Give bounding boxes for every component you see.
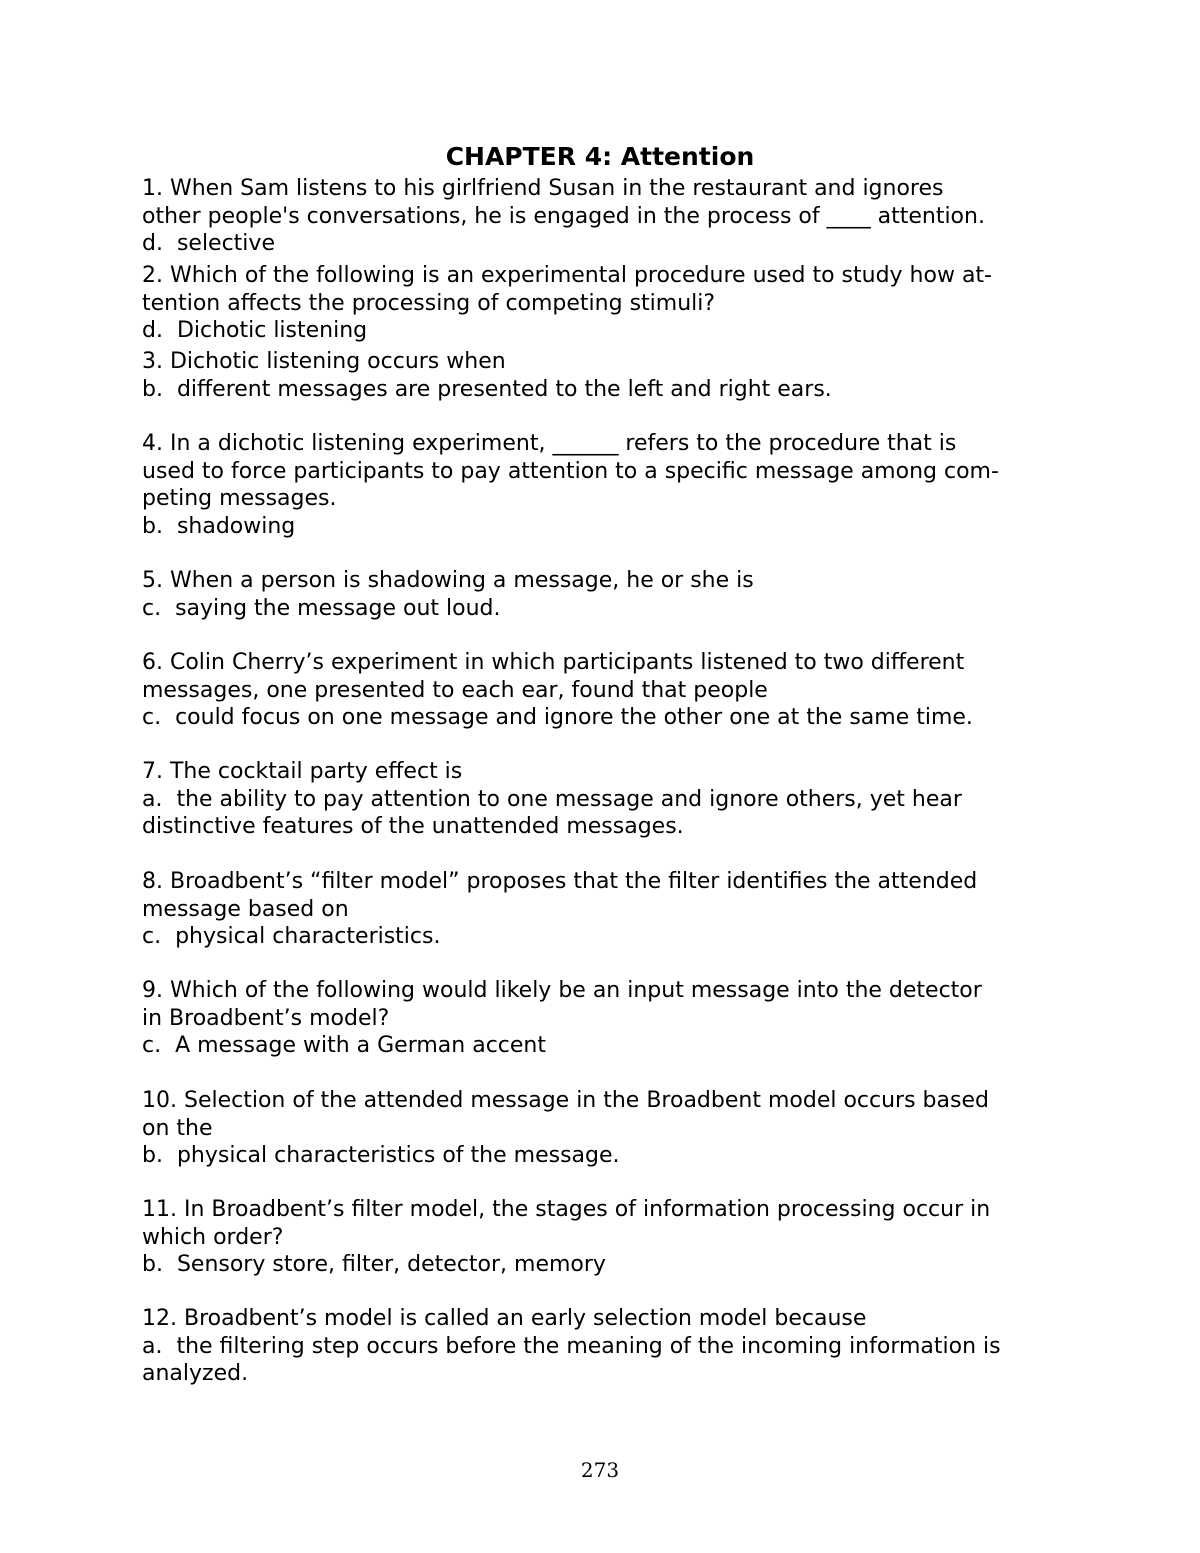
question-text-line: messages, one presented to each ear, found that people	[142, 677, 768, 703]
answer-text: distinctive features of the unattended messages.	[142, 814, 684, 839]
question-text-line: 12. Broadbent’s model is called an early selection model because	[142, 1306, 867, 1331]
question-text-line: 5. When a person is shadowing a message, he or she is	[142, 568, 754, 593]
question-3	[142, 348, 1072, 403]
question-5	[142, 567, 1072, 622]
question-text-line: 10. Selection of the attended message in the Broadbent model occurs based	[142, 1088, 989, 1113]
answer-text: c. physical characteristics.	[142, 924, 441, 949]
question-4	[142, 430, 1072, 540]
question-text-line: 3. Dichotic listening occurs when	[142, 349, 506, 374]
question-8	[142, 868, 1072, 951]
question-text-line: on the	[142, 1115, 213, 1141]
question-text-line: 8. Broadbent’s “filter model” proposes that the filter identifies the attended	[142, 869, 978, 894]
question-text-line: message based on	[142, 896, 349, 922]
answer-text: analyzed.	[142, 1361, 249, 1386]
question-12	[142, 1305, 1072, 1388]
question-text-line: which order?	[142, 1224, 284, 1250]
question-9	[142, 977, 1072, 1060]
question-text-line: 6. Colin Cherry’s experiment in which participants listened to two different	[142, 650, 965, 675]
question-text-line: 9. Which of the following would likely be an input message into the detector	[142, 978, 982, 1003]
question-10	[142, 1087, 1072, 1170]
question-text-line: 1. When Sam listens to his girlfriend Susan in the restaurant and ignores	[142, 176, 944, 201]
question-text-line: other people's conversations, he is engaged in the process of ____ attention.	[142, 203, 985, 229]
answer-text: b. Sensory store, filter, detector, memory	[142, 1252, 606, 1277]
question-text-line: 7. The cocktail party effect is	[142, 759, 463, 784]
question-text-line: 11. In Broadbent’s filter model, the stages of information processing occur in	[142, 1197, 991, 1222]
answer-text: d. selective	[142, 231, 275, 256]
question-6	[142, 649, 1072, 732]
answer-text: d. Dichotic listening	[142, 318, 368, 343]
answer-text: a. the ability to pay attention to one message and ignore others, yet hear	[142, 786, 962, 812]
question-1	[142, 175, 1072, 258]
question-text-line: 2. Which of the following is an experimental procedure used to study how at-	[142, 263, 992, 288]
question-text-line: peting messages.	[142, 486, 337, 511]
answer-text: c. saying the message out loud.	[142, 595, 501, 621]
answer-text: c. A message with a German accent	[142, 1033, 546, 1058]
question-text-line: tention affects the processing of competing stimuli?	[142, 290, 716, 316]
answer-text: b. physical characteristics of the message.	[142, 1143, 620, 1168]
question-11	[142, 1196, 1072, 1279]
answer-text: a. the filtering step occurs before the meaning of the incoming information is	[142, 1333, 1001, 1359]
answer-text: b. different messages are presented to the left and right ears.	[142, 376, 832, 402]
chapter-title: CHAPTER 4: Attention	[445, 142, 755, 171]
question-text-line: used to force participants to pay attention to a specific message among com-	[142, 458, 999, 484]
answer-text: b. shadowing	[142, 513, 296, 539]
answer-text: c. could focus on one message and ignore the other one at the same time.	[142, 705, 973, 730]
question-text-line: 4. In a dichotic listening experiment, ______ refers to the procedure that is	[142, 431, 957, 456]
question-7	[142, 758, 1072, 841]
question-text-line: in Broadbent’s model?	[142, 1005, 390, 1031]
page-number: 273	[580, 1458, 620, 1482]
question-2	[142, 262, 1072, 345]
